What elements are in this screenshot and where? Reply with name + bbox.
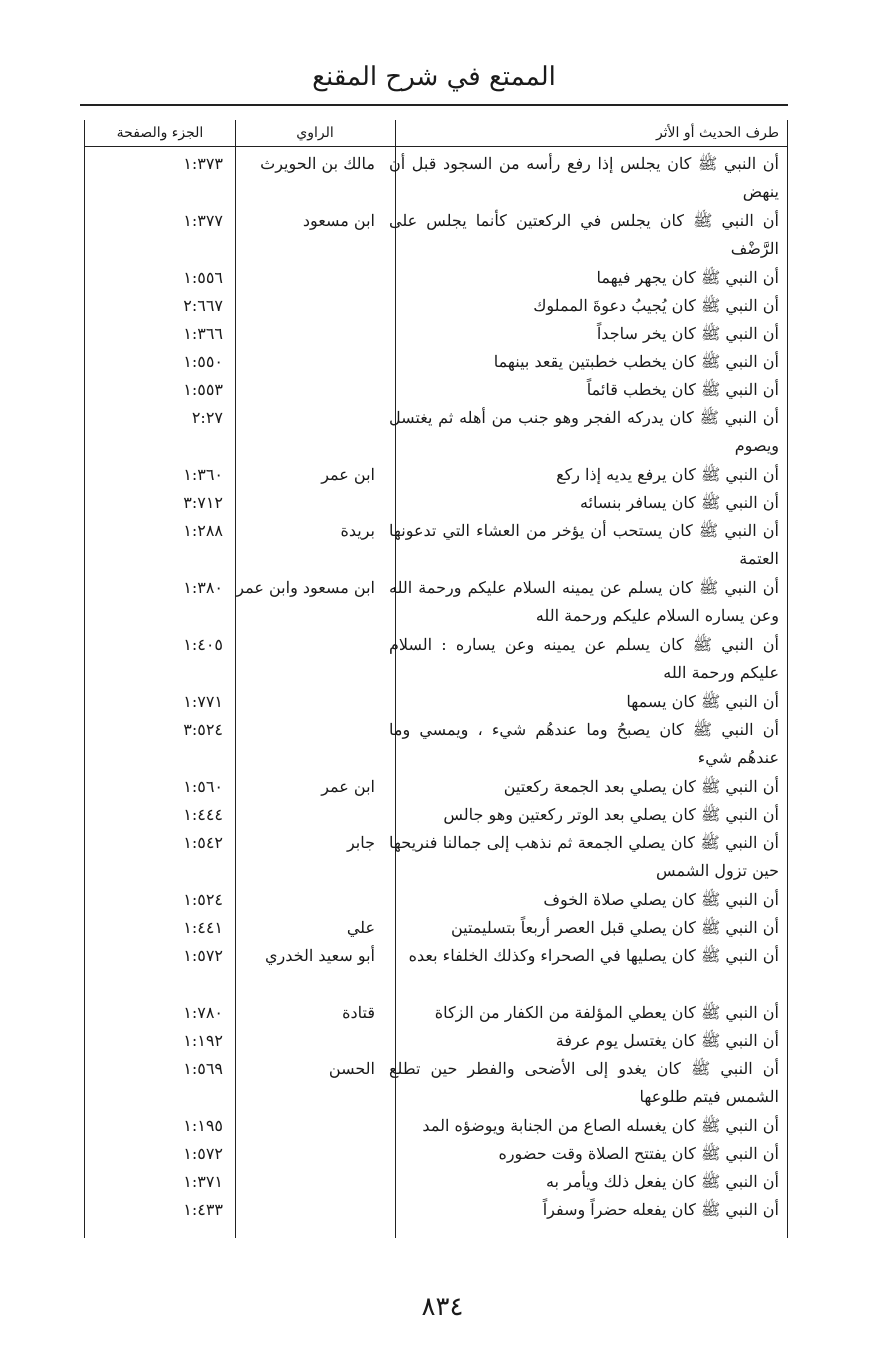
running-header-title: الممتع في شرح المقنع xyxy=(312,62,556,92)
volume-page-reference: ١:٥٤٢ xyxy=(183,833,223,852)
narrator: الحسن xyxy=(328,1059,375,1078)
hadith-text: أن النبي ﷺ كان يصبحُ وما عندهُم شيء ، ويمسي وما عندهُم شيء xyxy=(389,720,779,767)
hadith-text: أن النبي ﷺ كان يصليها في الصحراء وكذلك الخلفاء بعده xyxy=(408,946,779,965)
volume-page-reference: ١:٤٣٣ xyxy=(183,1200,223,1219)
volume-page-reference: ١:٥٥٣ xyxy=(183,380,223,399)
narrator: ابن مسعود وابن عمر xyxy=(236,578,375,597)
narrator: ابن مسعود xyxy=(302,211,375,230)
table-row xyxy=(85,320,787,348)
hadith-text: أن النبي ﷺ كان يغتسل يوم عرفة xyxy=(555,1031,779,1050)
table-row xyxy=(85,376,787,404)
hadith-text: أن النبي ﷺ كان يفتتح الصلاة وقت حضوره xyxy=(498,1144,779,1163)
column-header-hadith: طرف الحديث أو الأثر xyxy=(655,125,779,141)
narrator: مالك بن الحويرث xyxy=(260,154,375,173)
volume-page-reference: ١:٣٦٦ xyxy=(183,324,223,343)
volume-page-reference: ١:٤٠٥ xyxy=(183,635,223,654)
volume-page-reference: ٢:٦٦٧ xyxy=(183,296,223,315)
volume-page-reference: ١:٣٦٠ xyxy=(183,465,223,484)
column-header-reference: الجزء والصفحة xyxy=(116,125,204,141)
narrator: أبو سعيد الخدري xyxy=(265,946,375,965)
table-row xyxy=(85,1055,787,1112)
volume-page-reference: ١:١٩٢ xyxy=(183,1031,223,1050)
volume-page-reference: ١:٤٤٤ xyxy=(183,805,223,824)
table-row xyxy=(85,773,787,801)
table-row xyxy=(85,489,787,517)
volume-page-reference: ١:٣٧١ xyxy=(183,1172,223,1191)
header-rule xyxy=(80,104,788,106)
volume-page-reference: ١:٥٧٢ xyxy=(183,946,223,965)
table-row xyxy=(85,1112,787,1140)
hadith-text: أن النبي ﷺ كان يسمها xyxy=(626,692,779,711)
hadith-text: أن النبي ﷺ كان يسلم عن يمينه وعن يساره : السلام عليكم ورحمة الله xyxy=(389,635,779,682)
table-row xyxy=(85,574,787,631)
volume-page-reference: ١:٥٦٩ xyxy=(183,1059,223,1078)
table-row xyxy=(85,264,787,292)
table-row xyxy=(85,716,787,773)
volume-page-reference: ١:٢٨٨ xyxy=(183,521,223,540)
table-row xyxy=(85,1027,787,1055)
hadith-text: أن النبي ﷺ كان يعطي المؤلفة من الكفار من الزكاة xyxy=(434,1003,779,1022)
hadith-text: أن النبي ﷺ كان يصلي قبل العصر أربعاً بتسليمتين xyxy=(450,918,779,937)
hadith-text: أن النبي ﷺ كان يسلم عن يمينه السلام عليكم ورحمة الله وعن يساره السلام عليكم ورحمة الله xyxy=(389,578,779,625)
table-row xyxy=(85,829,787,886)
hadith-text: أن النبي ﷺ كان يجلس في الركعتين كأنما يجلس على الرَّضْف xyxy=(389,211,780,258)
table-row xyxy=(85,688,787,716)
narrator: ابن عمر xyxy=(321,465,375,484)
hadith-text: أن النبي ﷺ كان يجلس إذا رفع رأسه من السجود قبل أن ينهض xyxy=(389,154,779,201)
volume-page-reference: ٣:٧١٢ xyxy=(183,493,223,512)
volume-page-reference: ١:٣٧٣ xyxy=(183,154,223,173)
volume-page-reference: ٣:٥٢٤ xyxy=(183,720,223,739)
table-row xyxy=(85,886,787,914)
hadith-text: أن النبي ﷺ كان يدركه الفجر وهو جنب من أهله ثم يغتسل ويصوم xyxy=(389,408,779,455)
hadith-text: أن النبي ﷺ كان يخطب خطبتين يقعد بينهما xyxy=(493,352,779,371)
table-row xyxy=(85,1168,787,1196)
table-row xyxy=(85,292,787,320)
table-body xyxy=(85,150,787,1224)
page-number: ٨٣٤ xyxy=(421,1292,464,1322)
narrator: بريدة xyxy=(340,521,375,540)
hadith-text: أن النبي ﷺ كان يغدو إلى الأضحى والفطر حين تطلع الشمس فيتم طلوعها xyxy=(389,1059,779,1106)
hadith-text: أن النبي ﷺ كان يسافر بنسائه xyxy=(579,493,779,512)
hadith-text: أن النبي ﷺ كان يصلي الجمعة ثم نذهب إلى جمالنا فنريحها حين تزول الشمس xyxy=(389,833,779,880)
volume-page-reference: ١:٥٥٦ xyxy=(183,268,223,287)
hadith-text: أن النبي ﷺ كان يصلي بعد الوتر ركعتين وهو جالس xyxy=(443,805,779,824)
volume-page-reference: ١:٥٧٢ xyxy=(183,1144,223,1163)
table-row xyxy=(85,914,787,942)
hadith-text: أن النبي ﷺ كان يُجيبُ دعوةَ المملوك xyxy=(533,296,779,315)
volume-page-reference: ١:٤٤١ xyxy=(183,918,223,937)
hadith-text: أن النبي ﷺ كان يغسله الصاع من الجنابة ويوضؤه المد xyxy=(422,1116,779,1135)
column-header-narrator: الراوي xyxy=(296,125,334,141)
table-row xyxy=(85,801,787,829)
hadith-text: أن النبي ﷺ كان يصلي بعد الجمعة ركعتين xyxy=(503,777,779,796)
table-row xyxy=(85,207,787,264)
volume-page-reference: ١:٣٧٧ xyxy=(183,211,223,230)
narrator: جابر xyxy=(346,833,375,852)
hadith-text: أن النبي ﷺ كان يصلي صلاة الخوف xyxy=(543,890,779,909)
volume-page-reference: ١:٥٢٤ xyxy=(183,890,223,909)
narrator: علي xyxy=(346,918,375,937)
hadith-text: أن النبي ﷺ كان يخطب قائماً xyxy=(586,380,779,399)
volume-page-reference: ١:٥٦٠ xyxy=(183,777,223,796)
hadith-text: أن النبي ﷺ كان يفعله حضراً وسفراً xyxy=(542,1200,779,1219)
narrator: قتادة xyxy=(342,1003,375,1022)
table-row xyxy=(85,404,787,461)
hadith-index-table xyxy=(84,120,788,1238)
volume-page-reference: ٢:٢٧ xyxy=(191,408,223,427)
hadith-text: أن النبي ﷺ كان يستحب أن يؤخر من العشاء التي تدعونها العتمة xyxy=(389,521,779,568)
volume-page-reference: ١:١٩٥ xyxy=(183,1116,223,1135)
table-row xyxy=(85,461,787,489)
table-row xyxy=(85,631,787,688)
hadith-text: أن النبي ﷺ كان يجهر فيهما xyxy=(596,268,779,287)
volume-page-reference: ١:٧٧١ xyxy=(183,692,223,711)
table-row xyxy=(85,517,787,574)
volume-page-reference: ١:٧٨٠ xyxy=(183,1003,223,1022)
table-row xyxy=(85,1196,787,1224)
hadith-text: أن النبي ﷺ كان يفعل ذلك ويأمر به xyxy=(545,1172,779,1191)
table-row xyxy=(85,999,787,1027)
table-row xyxy=(85,150,787,207)
table-row xyxy=(85,348,787,376)
volume-page-reference: ١:٣٨٠ xyxy=(183,578,223,597)
hadith-text: أن النبي ﷺ كان يرفع يديه إذا ركع xyxy=(556,465,779,484)
hadith-text: أن النبي ﷺ كان يخر ساجداً xyxy=(596,324,779,343)
narrator: ابن عمر xyxy=(321,777,375,796)
table-row xyxy=(85,942,787,999)
volume-page-reference: ١:٥٥٠ xyxy=(183,352,223,371)
header-row-rule xyxy=(85,146,787,147)
table-row xyxy=(85,1140,787,1168)
